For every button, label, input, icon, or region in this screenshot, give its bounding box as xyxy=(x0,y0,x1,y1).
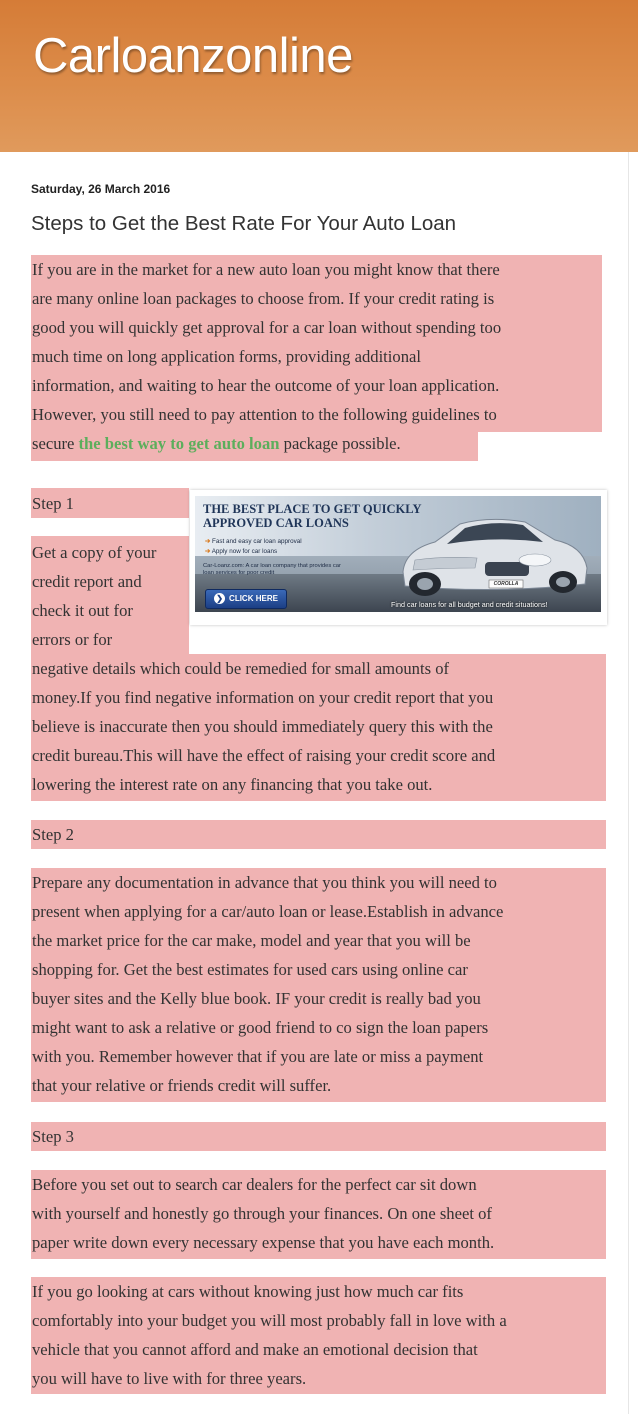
text-line: present when applying for a car/auto loan or lease.Establish in advance xyxy=(32,902,504,921)
step1-label: Step 1 xyxy=(32,494,74,513)
content-border xyxy=(628,152,629,1414)
text-line: comfortably into your budget you will most probably fall in love with a xyxy=(32,1311,507,1330)
text-line: the market price for the car make, model and year that you will be xyxy=(32,931,471,950)
ad-headline-line: THE BEST PLACE TO GET QUICKLY xyxy=(203,502,422,516)
text-line: with you. Remember however that if you are late or miss a payment xyxy=(32,1047,484,1066)
site-title[interactable]: Carloanzonline xyxy=(33,29,353,83)
ad-tagline: Find car loans for all budget and credit situations! xyxy=(391,600,548,609)
auto-loan-link[interactable]: the best way to get auto loan xyxy=(78,434,280,453)
text-line: Before you set out to search car dealers for the perfect car sit down xyxy=(32,1175,477,1194)
text-line: good you will quickly get approval for a car loan without spending too xyxy=(32,318,502,337)
text-line: If you go looking at cars without knowing just how much car fits xyxy=(32,1282,464,1301)
step1-text xyxy=(32,654,612,799)
text-line: However, you still need to pay attention to the following guidelines to xyxy=(32,405,497,424)
ad-bullet xyxy=(205,538,302,545)
text-line: are many online loan packages to choose from. If your credit rating is xyxy=(32,289,495,308)
text-line: negative details which could be remedied for small amounts of xyxy=(32,659,450,678)
text-line: might want to ask a relative or good friend to co sign the loan papers xyxy=(32,1018,489,1037)
text-line: If you are in the market for a new auto loan you might know that there xyxy=(32,260,500,279)
ad-bullet-text: Apply now for car loans xyxy=(211,548,278,555)
ad-bullet-text: Fast and easy car loan approval xyxy=(212,538,302,545)
car-loan-ad-banner[interactable] xyxy=(190,490,607,625)
text-line: that your relative or friends credit will suffer. xyxy=(32,1076,332,1095)
site-header xyxy=(0,0,638,152)
text-line: believe is inaccurate then you should immediately query this with the xyxy=(32,717,493,736)
text-line: you will have to live with for three years. xyxy=(32,1369,307,1388)
text-line: shopping for. Get the best estimates for used cars using online car xyxy=(32,960,468,979)
step3-para1 xyxy=(32,1170,612,1257)
chevron-right-icon: ❯ xyxy=(214,593,225,604)
step1-narrow-text xyxy=(32,538,192,654)
arrow-icon: ➔ xyxy=(205,548,211,555)
step2-label: Step 2 xyxy=(32,825,74,844)
text-line: paper write down every necessary expense that you have each month. xyxy=(32,1233,495,1252)
ad-image[interactable] xyxy=(195,496,601,612)
ad-description: Car-Loanz.com: A car loan company that provides car loan services for poor credit xyxy=(203,563,341,576)
text-line: credit report and xyxy=(32,572,142,591)
text-line: lowering the interest rate on any financing that you take out. xyxy=(32,775,433,794)
step2-label-highlight xyxy=(31,820,606,849)
text-line: Get a copy of your xyxy=(32,543,157,562)
post-title[interactable]: Steps to Get the Best Rate For Your Auto Loan xyxy=(31,212,457,235)
step3-label: Step 3 xyxy=(32,1127,74,1146)
step3-label-highlight xyxy=(31,1122,606,1151)
text-line xyxy=(32,429,612,458)
text-line: much time on long application forms, providing additional xyxy=(32,347,421,366)
intro-paragraph xyxy=(32,255,612,458)
text-line: Prepare any documentation in advance that you think you will need to xyxy=(32,873,497,892)
text-line: vehicle that you cannot afford and make an emotional decision that xyxy=(32,1340,478,1359)
intro-text: package possible. xyxy=(279,434,401,453)
car-badge: COROLLA xyxy=(493,581,519,587)
text-line: errors or for xyxy=(32,630,113,649)
text-line: check it out for xyxy=(32,601,133,620)
post-date: Saturday, 26 March 2016 xyxy=(31,182,171,196)
text-line: information, and waiting to hear the outcome of your loan application. xyxy=(32,376,500,395)
step3-para2 xyxy=(32,1277,612,1393)
click-here-label: CLICK HERE xyxy=(229,594,278,603)
step2-text xyxy=(32,868,612,1100)
text-line: credit bureau.This will have the effect of raising your credit score and xyxy=(32,746,496,765)
arrow-icon: ➔ xyxy=(205,538,211,545)
text-line: money.If you find negative information on your credit report that you xyxy=(32,688,494,707)
click-here-button[interactable] xyxy=(205,589,287,609)
ad-headline-line: APPROVED CAR LOANS xyxy=(203,516,349,530)
text-line: with yourself and honestly go through your finances. On one sheet of xyxy=(32,1204,492,1223)
ad-bullet xyxy=(205,548,277,555)
text-line: buyer sites and the Kelly blue book. IF your credit is really bad you xyxy=(32,989,481,1008)
intro-text: secure xyxy=(32,434,79,453)
